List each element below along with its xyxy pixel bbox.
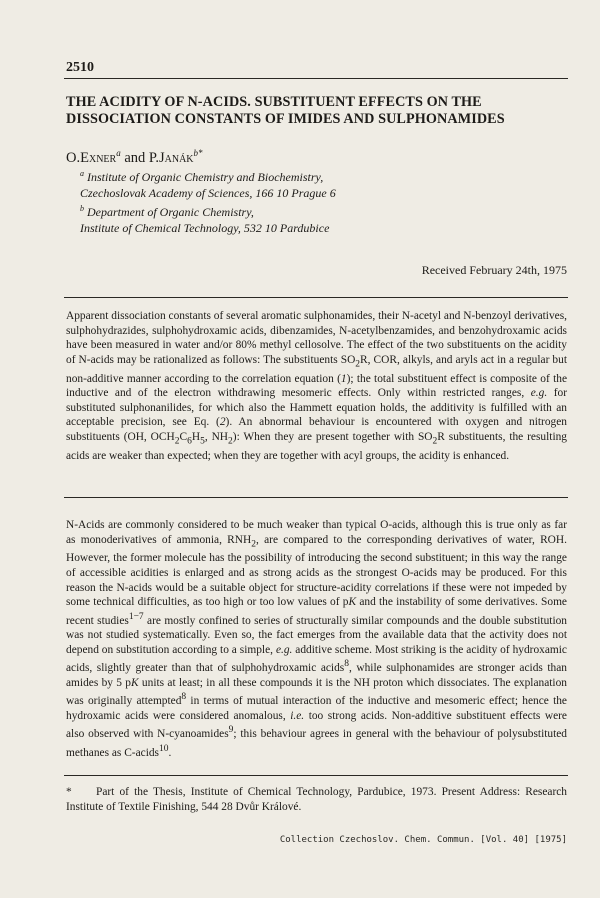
header-rule [64, 78, 568, 79]
journal-citation: Collection Czechoslov. Chem. Commun. [Vol. 40] [1975] [279, 835, 567, 845]
affiliation-a-line2: Czechoslovak Academy of Sciences, 166 10 Prague 6 [80, 186, 336, 200]
author-line [66, 148, 203, 167]
paper-title: THE ACIDITY OF N-ACIDS. SUBSTITUENT EFFECTS ON THE DISSOCIATION CONSTANTS OF IMIDES AND SULPHONAMIDES [66, 94, 505, 127]
abstract-top-rule [64, 297, 568, 298]
author2-affiliation-mark: b* [193, 148, 203, 158]
abstract-bottom-rule [64, 497, 568, 498]
affiliations [80, 166, 500, 236]
author1-initial: O. [66, 149, 81, 166]
affiliation-b-line2: Institute of Chemical Technology, 532 10 Pardubice [80, 221, 330, 235]
author-conjunction: and [120, 149, 149, 166]
received-date: Received February 24th, 1975 [421, 263, 567, 277]
body-text: N-Acids are commonly considered to be much weaker than typical O-acids, although this is true only as far as monoderivatives of ammonia, $RNH_2$, are compared to the corresponding derivatives of water, ROH. However, the former molecule has the possibility of introducing the second substituent; in this way the range of accessible acidities is enlarged and as strong acids as the strongest O-acids may be produced. For this reason the N-acids would be a suitable object for structure-acidity correlations if these were not impeded by some technical difficulties, as too high or too low values of pK and the instability of some derivatives. Some recent studies$^{1-7}$ are mostly confined to series of structurally similar compounds and the double substitution was not studied systematically. Even so, the fact emerges from the available data that the activity does not depend on substitution according to a simple, e.g. additive scheme. Most striking is the acidity of hydroxamic acids, slightly greater than that of sulphohydroxamic acids$^8$, while sulphonamides are stronger acids than amides by 5 pK units at least; in all these compounds it is the NH proton which dissociates. The explanation was originally attempted$^8$ in terms of mutual interaction of the inductive and mesomeric effect; hence the hydroxamic acids were considered anomalous, i.e. too strong acids. Non-additive substituent effects were also observed with N-cyanoamides$^9$; this behaviour agrees in general with the behaviour of polysubstituted methanes as C-acids$^{10}$. [66, 519, 568, 759]
author2-initial: P. [148, 149, 159, 166]
footnote-marker: * [66, 786, 72, 798]
affiliation-a-line1: $^a$ Institute of Organic Chemistry and Biochemistry, [80, 169, 324, 184]
affiliation-b-line1: $^b$ Department of Organic Chemistry, [80, 204, 254, 219]
abstract: Apparent dissociation constants of several aromatic sulphonamides, their N-acetyl and N-benzoyl derivatives, sulphohydrazides, sulphohydroxamic acids, dibenzamides, N-acetylbenzamides, and benzohydroxamic acids have been measured in water and/or 80% methyl cellosolve. The effect of the two substituents on the acidity of N-acids may be rationalized as follows: The substituents $SO_2R$, COR, alkyls, and aryls act in a regular but non-additive manner according to the correlation equation (1); the total substituent effect is composite of the inductive and of the electron withdrawing mesomeric effects. Only within restricted ranges, e.g. for substituted sulphonanilides, for which also the Hammett equation holds, the additivity is fulfilled with an acceptable precision, see Eq. (2). An abnormal behaviour is encountered with oxygen and nitrogen substituents (OH, $OCH_2C_6H_5$, $NH_2$): When they are present together with $SO_2R$ substituents, the resulting acids are weaker than expected; when they are together with acyl groups, the acidity is enhanced. [66, 310, 567, 462]
footnote-text: Part of the Thesis, Institute of Chemical Technology, Pardubice, 1973. Present Address: Research Institute of Textile Finishing, 544 28 Dvůr Králové. [66, 786, 567, 813]
author1-name: Exner [80, 149, 117, 166]
footnote-rule [64, 775, 568, 776]
author2-name: Janák [158, 149, 194, 166]
page-number: 2510 [66, 60, 94, 75]
author1-affiliation-mark: a [116, 148, 121, 158]
footnote [66, 785, 567, 815]
